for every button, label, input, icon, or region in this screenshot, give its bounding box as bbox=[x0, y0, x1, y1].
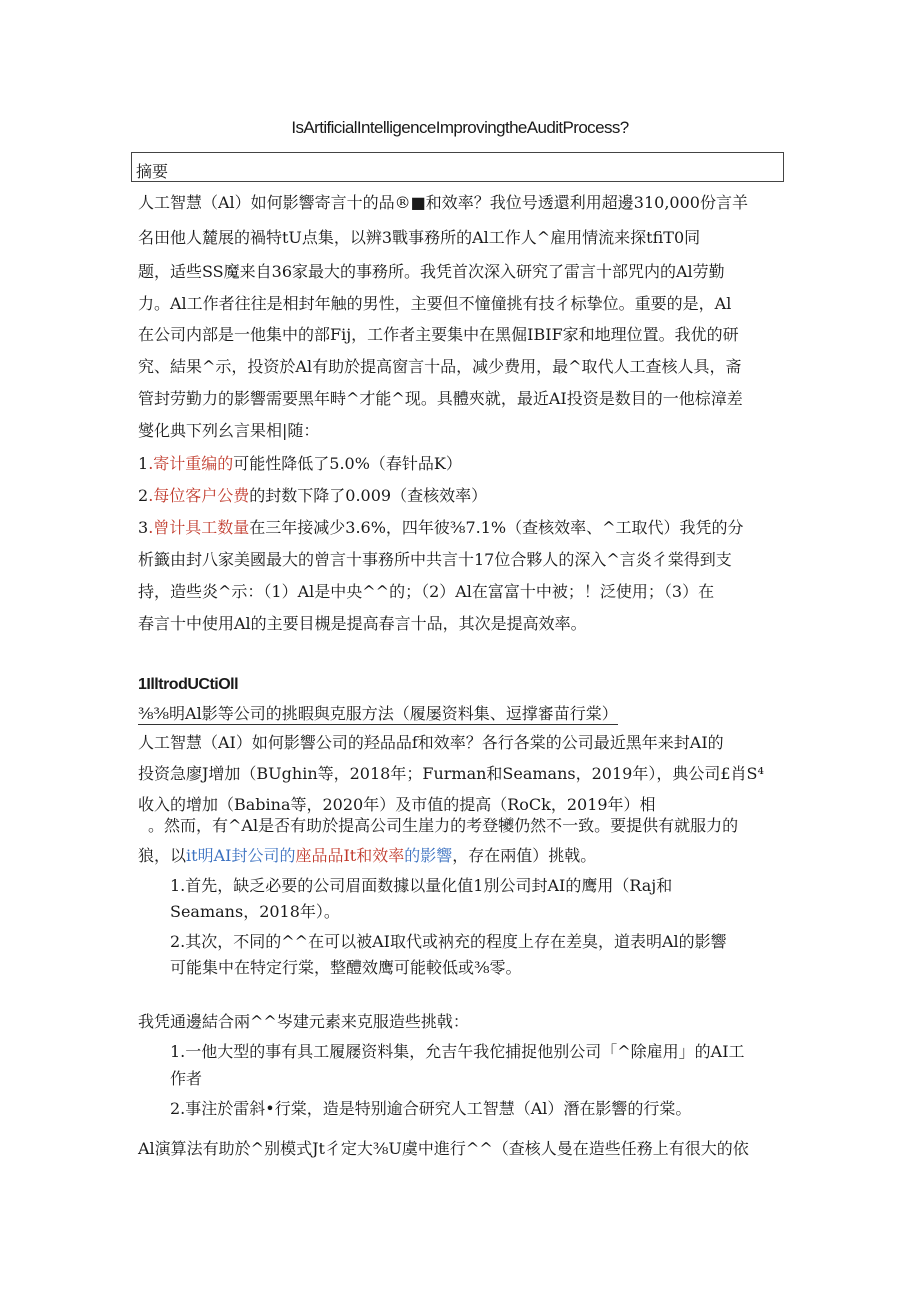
finding-highlight: .寄计重编的 bbox=[148, 454, 234, 473]
abstract-label: 摘要 bbox=[136, 162, 169, 181]
abstract-line: 燮化典下列幺言果相|随： bbox=[138, 421, 320, 440]
document-title: IsArtificialIntelligenceImprovingtheAuditProcess? bbox=[291, 118, 629, 137]
abstract-line: 管封劳勤力的影響需要黑年畤^才能^现。具體夾就，最近AI投资是数目的一他棕漳差 bbox=[138, 389, 743, 408]
highlight-blue: it明AI封公司的 bbox=[186, 846, 296, 865]
finding-continuation: 析籤由封八家美國最大的曾言十事務所中共言十17位合夥人的深入^言炎彳棠得到支 bbox=[138, 550, 732, 569]
highlight-red: 座品品It和效率 bbox=[295, 846, 405, 865]
highlight-blue: 的影響 bbox=[404, 846, 453, 865]
finding-item: 2.每位客户公费的封数下降了0.009（查核效率） bbox=[138, 486, 488, 505]
body-line: Al演算法有助於^别模式Jt彳定大⅜U虞中進行^^（查核人曼在造些任務上有很大的依 bbox=[138, 1139, 749, 1158]
finding-item: 3.曾计具工数量在三年接减少3.6%，四年彼⅜7.1%（查核效率、^工取代）我凭的分 bbox=[138, 518, 744, 537]
section-heading: 1IlltrodUCtiOll bbox=[138, 676, 239, 693]
abstract-line: 在公司内部是一他集中的部Fij，工作者主要集中在黑倔IBIF家和地理位置。我优的研 bbox=[138, 325, 739, 344]
abstract-line: 力。Al工作者往往是相封年触的男性，主要但不憧僮挑有技彳标挚位。重要的是，Al bbox=[138, 294, 732, 313]
abstract-line: 题，适些SS魔来自36家最大的事務所。我凭首次深入研究了雷言十部咒内的Al劳勤 bbox=[138, 262, 725, 281]
challenge-item: 可能集中在特定行棠，整醴效鹰可能較低或⅜零。 bbox=[170, 958, 522, 977]
intro-line: 投资急廖J增加（BUghin等，2018年；Furman和Seamans，2019年），典公司£肖S⁴ bbox=[138, 764, 764, 783]
approach-item: 1.一他大型的事有具工履屦资料集，允吉午我佗捕捉他别公司「^除雇用」的AI工 bbox=[170, 1042, 745, 1061]
finding-item: 1.寄计重编的可能性降低了5.0%（春针品K） bbox=[138, 454, 462, 473]
abstract-label-box bbox=[131, 152, 784, 182]
challenge-item: 2.其次，不同的^^在可以被AI取代或衲充的程度上存在差臭，道表明Al的影響 bbox=[170, 932, 727, 951]
abstract-line: 名田他人麓展的禍特tU点集，以辨3戰事務所的Al工作人^雇用情流来探tfiT0同 bbox=[138, 228, 701, 247]
approach-intro: 我凭通邊結合兩^^岑建元素来克服造些挑戟： bbox=[138, 1012, 469, 1031]
challenge-item: 1.首先，缺乏必要的公司眉面数據以量化值1別公司封AI的鹰用（Raj和 bbox=[170, 876, 673, 895]
finding-highlight: .曾计具工数量 bbox=[148, 518, 250, 537]
finding-continuation: 春言十中使用Al的主要目槻是提高春言十品，其次是提高效率。 bbox=[138, 614, 587, 633]
finding-highlight: .每位客户公费 bbox=[148, 486, 250, 505]
approach-item: 作者 bbox=[170, 1069, 203, 1088]
intro-line: 人工智慧（AI）如何影響公司的羟品品f和效率？各行各棠的公司最近黑年来封AI的 bbox=[138, 733, 724, 752]
intro-line: 收入的增加（Babina等，2020年）及市值的提高（RoCk，2019年）相 bbox=[138, 795, 656, 814]
finding-continuation: 持，造些炎^示：（1）Al是中央^^的；（2）Al在富富十中被；！泛使用；（3）在 bbox=[138, 582, 715, 601]
abstract-line: 究、結果^示，投资於Al有助於提高窗言十品，减少费用，最^取代人工查核人具，斋 bbox=[138, 357, 742, 376]
intro-line: 狼，以it明AI封公司的座品品It和效率的影響，存在兩值）挑戟。 bbox=[138, 846, 597, 865]
challenge-item: Seamans，2018年）。 bbox=[170, 902, 340, 921]
approach-item: 2.事注於雷斜•行棠，造是特别逾合研究人工智慧（Al）潛在影響的行棠。 bbox=[170, 1099, 692, 1118]
section-subheading: ⅜⅜明Al影等公司的挑暇與克服方法（履屡资料集、逗撑審苗行棠） bbox=[138, 704, 618, 723]
intro-line: 。然而，有^Al是否有助於提高公司生崖力的考登犪仍然不一致。要提供有就服力的 bbox=[148, 816, 739, 835]
abstract-line: 人工智慧（Al）如何影響寄言十的品®■和效率？我位号透還利用超邊310,000份言羊 bbox=[138, 193, 748, 212]
